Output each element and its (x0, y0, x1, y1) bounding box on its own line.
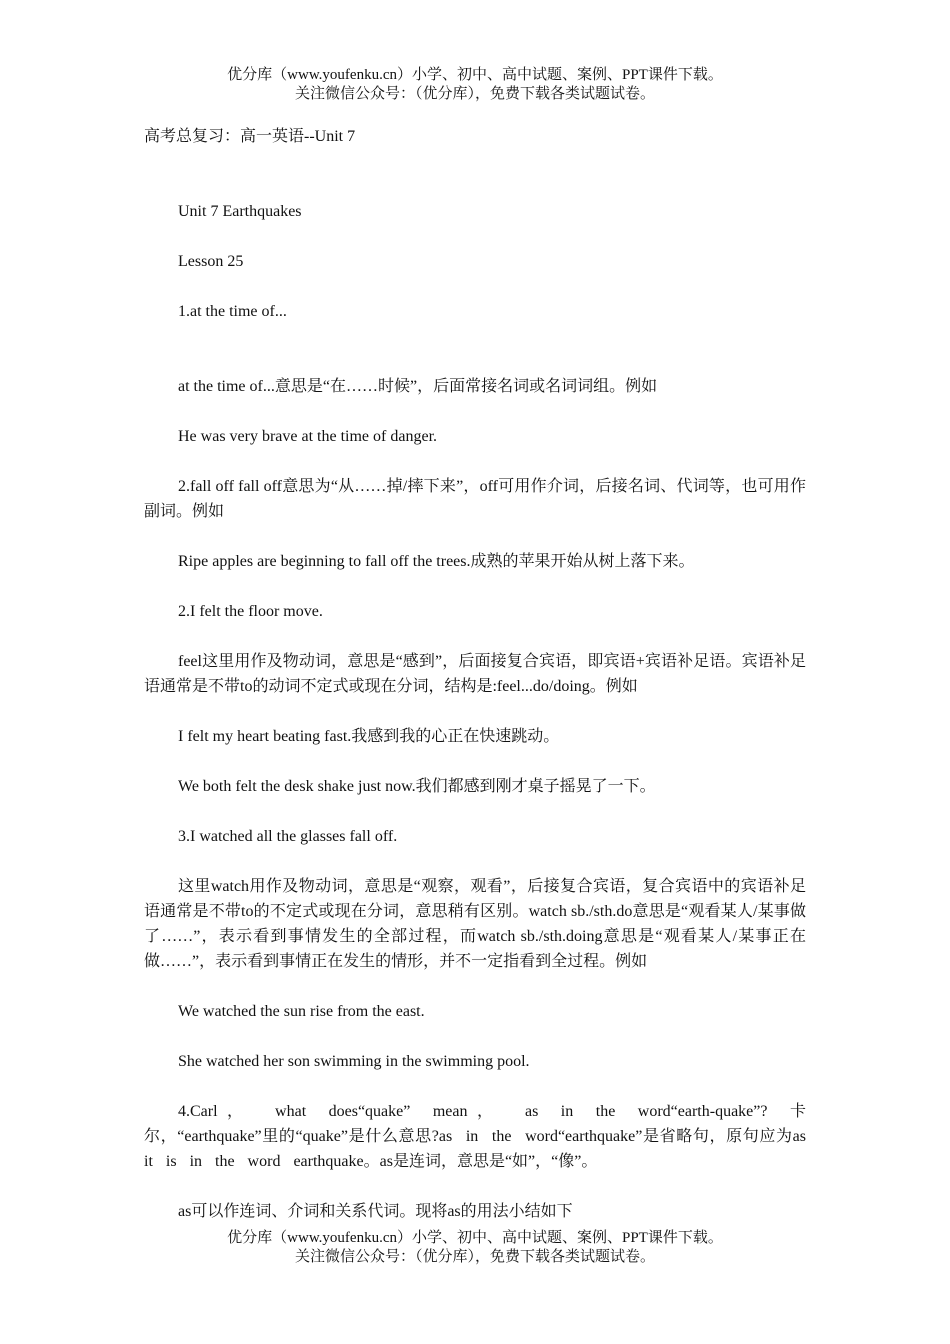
point-3-explanation: feel这里用作及物动词，意思是“感到”，后面接复合宾语，即宾语+宾语补足语。宾语补足语通常是不带to的动词不定式或现在分词，结构是:feel...do/doing。例如 (144, 653, 806, 695)
point-5-explanation: 4.Carl， what does“quake” mean， as in the word“earth-quake”? 卡尔，“earthquake”里的“quake”是什么意思?as in the word“earthquake”是省略句，原句应为as it is in the word earthquake。as是连词，意思是“如”，“像”。 (144, 1103, 806, 1170)
point-2-explanation: 2.fall off fall off意思为“从……掉/摔下来”，off可用作介词，后接名词、代词等，也可用作副词。例如 (144, 478, 806, 520)
point-4-example-1: We watched the sun rise from the east. (178, 1003, 425, 1020)
point-1-explanation: at the time of...意思是“在……时候”，后面常接名词或名词词组。例如 (178, 378, 658, 395)
point-6-explanation: as可以作连词、介词和关系代词。现将as的用法小结如下 (178, 1203, 573, 1220)
document-body (144, 124, 806, 1224)
point-4-heading: 3.I watched all the glasses fall off. (178, 828, 398, 845)
lesson-heading: Lesson 25 (178, 253, 244, 270)
document-title: 高考总复习：高一英语--Unit 7 (144, 128, 356, 145)
point-3-example-2: We both felt the desk shake just now.我们都感到刚才桌子摇晃了一下。 (178, 778, 656, 795)
point-4-example-2: She watched her son swimming in the swimming pool. (178, 1053, 530, 1070)
point-2-example: Ripe apples are beginning to fall off the trees.成熟的苹果开始从树上落下来。 (178, 553, 695, 570)
point-4-explanation: 这里watch用作及物动词，意思是“观察，观看”，后接复合宾语，复合宾语中的宾语补足语通常是不带to的不定式或现在分词，意思稍有区别。watch sb./sth.do意思是“观看某人/某事做了……”，表示看到事情发生的全部过程，而watch sb./sth.doing意思是“观看某人/某事正在做……”，表示看到事情正在发生的情形，并不一定指看到全过程。例如 (144, 878, 806, 970)
footer-line-2: 关注微信公众号：（优分库），免费下载各类试题试卷。 (294, 1249, 655, 1265)
header-line-2: 关注微信公众号：（优分库），免费下载各类试题试卷。 (294, 86, 655, 102)
point-1-example: He was very brave at the time of danger. (178, 428, 438, 445)
page-footer (0, 1229, 950, 1267)
point-3-example-1: I felt my heart beating fast.我感到我的心正在快速跳动。 (178, 728, 560, 745)
page-header (0, 66, 950, 104)
footer-line-1: 优分库（www.youfenku.cn）小学、初中、高中试题、案例、PPT课件下载。 (227, 1230, 723, 1246)
point-3-heading: 2.I felt the floor move. (178, 603, 323, 620)
header-line-1: 优分库（www.youfenku.cn）小学、初中、高中试题、案例、PPT课件下载。 (227, 67, 723, 83)
unit-heading: Unit 7 Earthquakes (178, 203, 302, 220)
point-1-heading: 1.at the time of... (178, 303, 287, 320)
